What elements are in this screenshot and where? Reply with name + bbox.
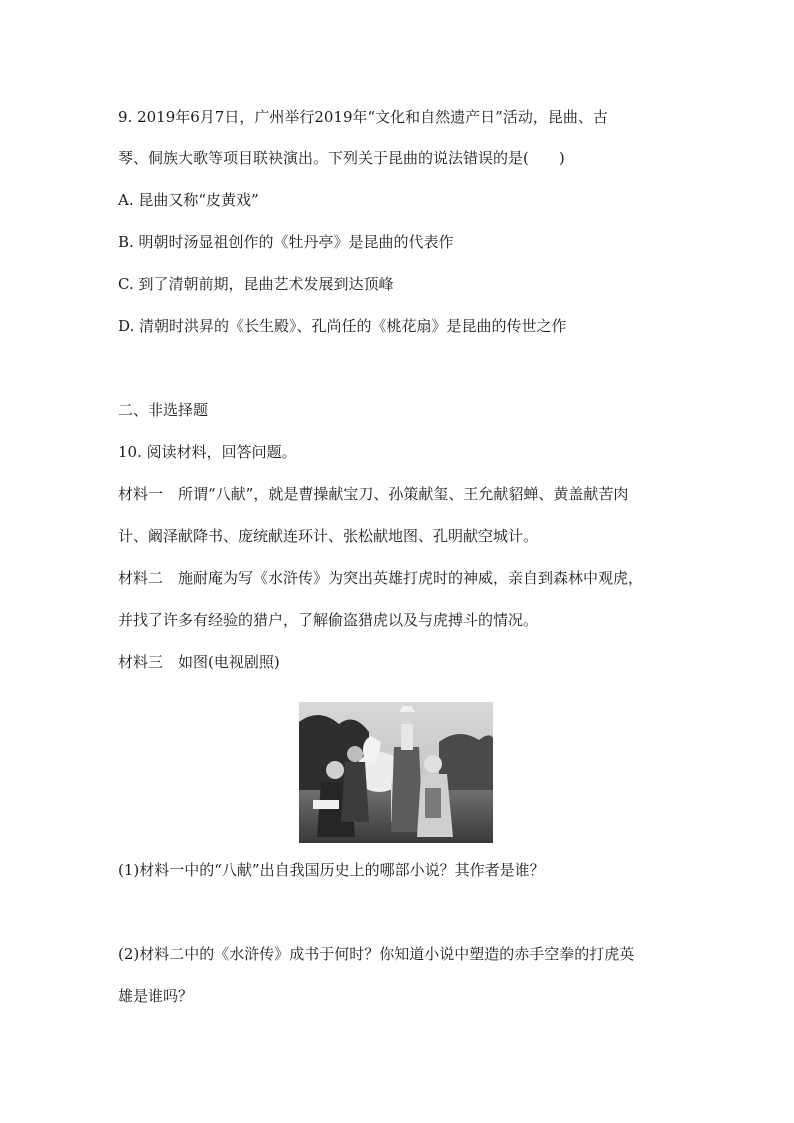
tv-drama-photo: [299, 702, 493, 843]
section-heading: 二、非选择题: [118, 401, 209, 419]
q9-option-b: B. 明朝时汤显祖创作的《牡丹亭》是昆曲的代表作: [118, 233, 454, 251]
material3-caption: 材料三 如图(电视剧照): [118, 653, 280, 671]
material2-line-2: 并找了许多有经验的猎户，了解偷盗猎虎以及与虎搏斗的情况。: [118, 611, 539, 629]
question-sub-2-line-2: 雄是谁吗？: [118, 987, 194, 1005]
q9-option-d: D. 清朝时洪昇的《长生殿》、孔尚任的《桃花扇》是昆曲的传世之作: [118, 317, 567, 335]
q9-option-c: C. 到了清朝前期，昆曲艺术发展到达顶峰: [118, 275, 394, 293]
q9-stem-line-1: 9. 2019年6月7日，广州举行2019年“文化和自然遗产日”活动，昆曲、古: [118, 108, 608, 126]
q10-intro: 10. 阅读材料，回答问题。: [118, 443, 297, 461]
material2-line-1: 材料二 施耐庵为写《水浒传》为突出英雄打虎时的神威，亲自到森林中观虎，: [118, 569, 644, 587]
q9-option-a: A. 昆曲又称“皮黄戏”: [118, 191, 259, 209]
q9-stem-line-2: 琴、侗族大歌等项目联袂演出。下列关于昆曲的说法错误的是( ): [118, 149, 565, 167]
material1-line-1: 材料一 所谓“八献”，就是曹操献宝刀、孙策献玺、王允献貂蝉、黄盖献苦肉: [118, 485, 629, 503]
question-sub-1: (1)材料一中的“八献”出自我国历史上的哪部小说？其作者是谁？: [118, 861, 545, 879]
material1-line-2: 计、阚泽献降书、庞统献连环计、张松献地图、孔明献空城计。: [118, 527, 539, 545]
question-sub-2-line-1: (2)材料二中的《水浒传》成书于何时？你知道小说中塑造的赤手空拳的打虎英: [118, 945, 635, 963]
